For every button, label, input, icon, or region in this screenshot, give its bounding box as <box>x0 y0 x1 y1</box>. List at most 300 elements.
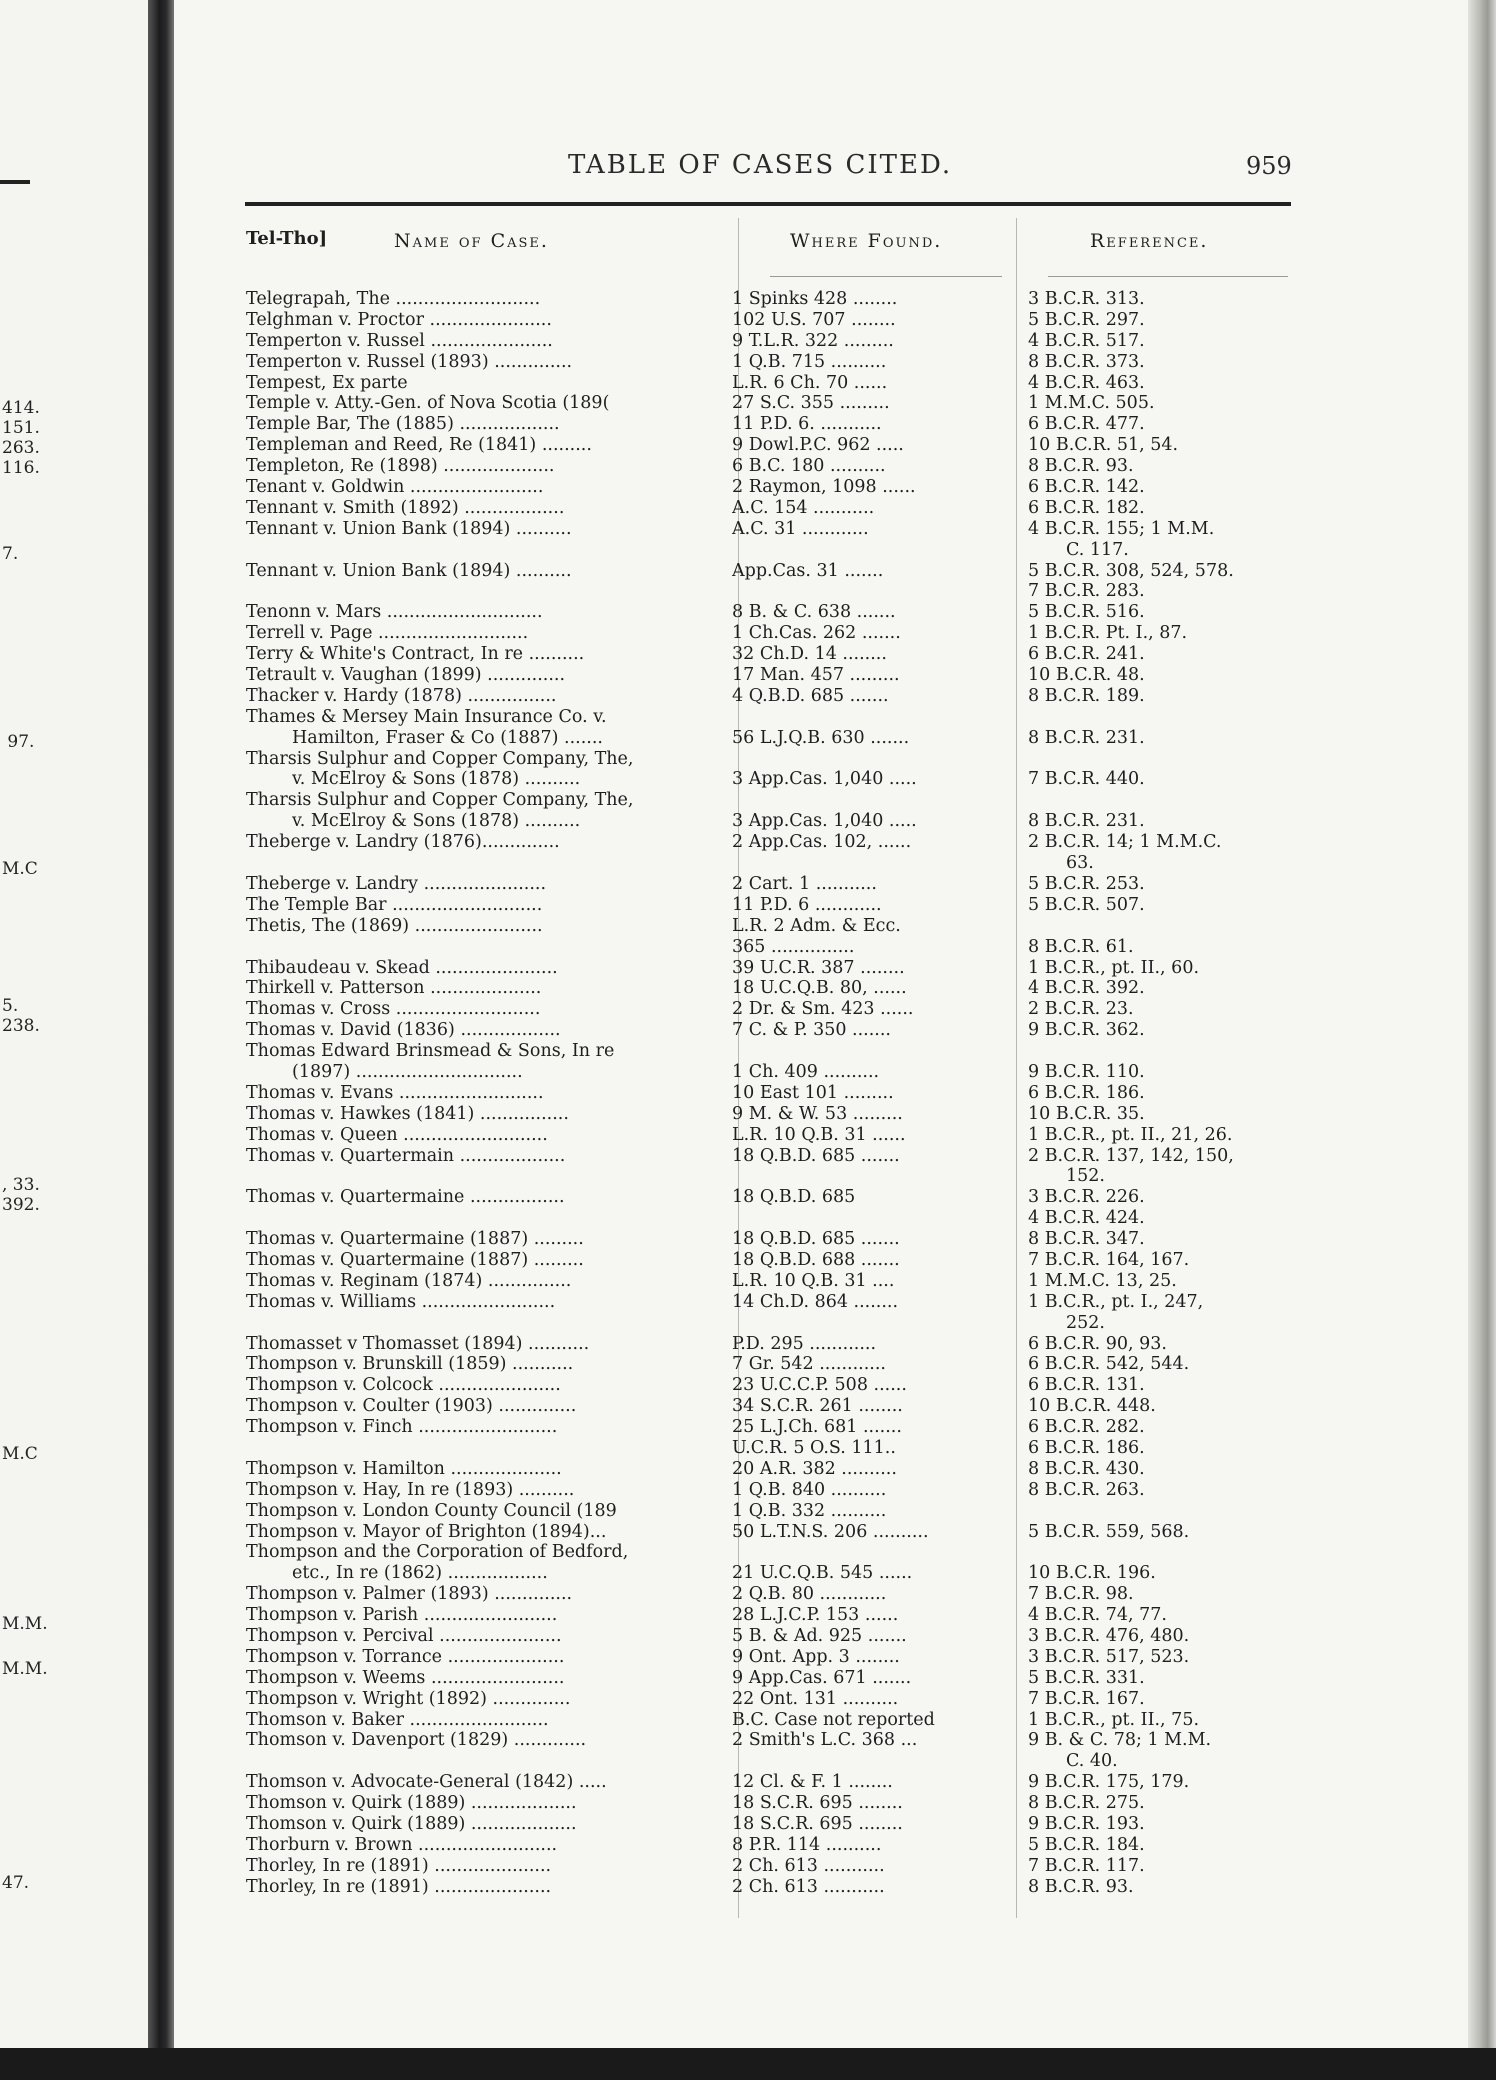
reference: 5 B.C.R. 559, 568. <box>1028 1521 1190 1542</box>
table-row <box>0 289 1496 310</box>
table-row <box>0 1062 1496 1083</box>
case-name: Thomson v. Advocate-General (1842) ..... <box>246 1772 607 1793</box>
scan-bottom-band <box>0 2048 1496 2080</box>
case-name: Thompson v. Hay, In re (1893) .......... <box>246 1479 575 1500</box>
table-row <box>0 978 1496 999</box>
case-name: Telghman v. Proctor ...................... <box>246 309 552 330</box>
reference: 7 B.C.R. 440. <box>1028 769 1145 790</box>
table-row <box>0 1166 1496 1187</box>
where-found: U.C.R. 5 O.S. 111.. <box>732 1437 896 1458</box>
reference: 7 B.C.R. 167. <box>1028 1688 1145 1709</box>
reference: 8 B.C.R. 430. <box>1028 1458 1145 1479</box>
left-page-fragment: M.C <box>2 1444 38 1464</box>
case-name: Temple v. Atty.-Gen. of Nova Scotia (189( <box>246 393 610 414</box>
table-row <box>0 1271 1496 1292</box>
table-row <box>0 1354 1496 1375</box>
table-row <box>0 916 1496 937</box>
case-name: Tharsis Sulphur and Copper Company, The, <box>246 748 634 769</box>
reference: 8 B.C.R. 373. <box>1028 351 1145 372</box>
table-row <box>0 790 1496 811</box>
case-name: Tempest, Ex parte <box>246 372 408 393</box>
reference: 4 B.C.R. 463. <box>1028 372 1145 393</box>
reference: 152. <box>1066 1166 1105 1187</box>
where-found: 18 S.C.R. 695 ........ <box>732 1793 903 1814</box>
table-row <box>0 414 1496 435</box>
table-row <box>0 1668 1496 1689</box>
table-row <box>0 581 1496 602</box>
case-name: Thompson v. London County Council (189 <box>246 1500 617 1521</box>
where-found: 18 Q.B.D. 685 ....... <box>732 1229 900 1250</box>
reference: 4 B.C.R. 155; 1 M.M. <box>1028 518 1215 539</box>
reference: 8 B.C.R. 275. <box>1028 1793 1145 1814</box>
case-name: Hamilton, Fraser & Co (1887) ....... <box>292 727 603 748</box>
table-row <box>0 1480 1496 1501</box>
table-row <box>0 1835 1496 1856</box>
where-found: 7 C. & P. 350 ....... <box>732 1020 891 1041</box>
case-name: Thorburn v. Brown ......................... <box>246 1834 558 1855</box>
column-header-name: Name of Case. <box>394 230 549 252</box>
left-page-fragment: 116. <box>2 458 40 478</box>
table-row <box>0 331 1496 352</box>
reference: 4 B.C.R. 392. <box>1028 978 1145 999</box>
table-row <box>0 623 1496 644</box>
case-name: Terry & White's Contract, In re .......... <box>246 644 585 665</box>
table-row <box>0 749 1496 770</box>
reference: 6 B.C.R. 542, 544. <box>1028 1354 1190 1375</box>
where-found: 2 Ch. 613 ........... <box>732 1876 885 1897</box>
where-found: 2 App.Cas. 102, ...... <box>732 832 912 853</box>
table-row <box>0 352 1496 373</box>
reference: 8 B.C.R. 263. <box>1028 1479 1145 1500</box>
table-row <box>0 561 1496 582</box>
reference: 1 B.C.R. Pt. I., 87. <box>1028 623 1188 644</box>
case-name: Thomson v. Quirk (1889) ................... <box>246 1814 577 1835</box>
where-found: 6 B.C. 180 .......... <box>732 456 886 477</box>
where-found: 2 Cart. 1 ........... <box>732 873 877 894</box>
case-name: Thorley, In re (1891) ..................... <box>246 1855 552 1876</box>
table-row <box>0 1250 1496 1271</box>
where-found: 8 P.R. 114 .......... <box>732 1834 882 1855</box>
case-name: The Temple Bar ........................... <box>246 894 543 915</box>
where-found: 4 Q.B.D. 685 ....... <box>732 685 889 706</box>
case-table <box>0 289 1496 1898</box>
reference: 8 B.C.R. 231. <box>1028 727 1145 748</box>
reference: 5 B.C.R. 308, 524, 578. <box>1028 560 1234 581</box>
table-row <box>0 1459 1496 1480</box>
where-found: 23 U.C.C.P. 508 ...... <box>732 1375 907 1396</box>
where-found: 34 S.C.R. 261 ........ <box>732 1396 903 1417</box>
table-row <box>0 1125 1496 1146</box>
where-found: 1 Ch.Cas. 262 ....... <box>732 623 901 644</box>
where-found: 32 Ch.D. 14 ........ <box>732 644 887 665</box>
reference: 63. <box>1066 853 1094 874</box>
case-name: Telegrapah, The .......................... <box>246 289 541 309</box>
where-found: 39 U.C.R. 387 ........ <box>732 957 905 978</box>
left-page-fragment: 47. <box>2 1873 30 1893</box>
where-found: 18 S.C.R. 695 ........ <box>732 1814 903 1835</box>
case-name: Thomson v. Davenport (1829) ............. <box>246 1730 587 1751</box>
case-name: Thomson v. Baker ......................... <box>246 1709 549 1730</box>
where-found: 18 Q.B.D. 688 ....... <box>732 1249 900 1270</box>
reference: 1 M.M.C. 505. <box>1028 393 1155 414</box>
case-name: Temple Bar, The (1885) .................. <box>246 414 560 435</box>
header-rule <box>245 202 1291 206</box>
table-row <box>0 811 1496 832</box>
case-name: Tetrault v. Vaughan (1899) .............. <box>246 665 566 686</box>
reference: 9 B.C.R. 362. <box>1028 1020 1145 1041</box>
reference: 2 B.C.R. 137, 142, 150, <box>1028 1145 1234 1166</box>
table-row <box>0 1334 1496 1355</box>
case-name: Thomas v. Quartermain ................... <box>246 1145 566 1166</box>
where-found: 1 Q.B. 332 .......... <box>732 1500 887 1521</box>
reference: 6 B.C.R. 186. <box>1028 1437 1145 1458</box>
table-row <box>0 456 1496 477</box>
where-found: 2 Ch. 613 ........... <box>732 1855 885 1876</box>
table-row <box>0 1417 1496 1438</box>
reference: 1 B.C.R., pt. II., 75. <box>1028 1709 1200 1730</box>
table-row <box>0 1187 1496 1208</box>
reference: C. 40. <box>1066 1751 1118 1772</box>
reference: 3 B.C.R. 517, 523. <box>1028 1646 1190 1667</box>
where-found: L.R. 10 Q.B. 31 .... <box>732 1270 895 1291</box>
case-name: Thomas v. Quartermaine ................. <box>246 1187 565 1208</box>
case-name: Templeman and Reed, Re (1841) ......... <box>246 435 592 456</box>
left-page-fragment: 151. <box>2 418 40 438</box>
case-name: Thomson v. Quirk (1889) ................... <box>246 1793 577 1814</box>
table-row <box>0 540 1496 561</box>
reference: 3 B.C.R. 226. <box>1028 1187 1145 1208</box>
case-name: Thompson v. Mayor of Brighton (1894)... <box>246 1521 607 1542</box>
where-found: 11 P.D. 6 ............ <box>732 894 882 915</box>
table-row <box>0 958 1496 979</box>
where-found: 9 M. & W. 53 ......... <box>732 1103 903 1124</box>
reference: 6 B.C.R. 131. <box>1028 1375 1145 1396</box>
table-row <box>0 1208 1496 1229</box>
header-underline <box>770 276 1002 277</box>
table-row <box>0 1772 1496 1793</box>
reference: 5 B.C.R. 297. <box>1028 309 1145 330</box>
where-found: B.C. Case not reported <box>732 1709 935 1730</box>
case-name: Thompson v. Palmer (1893) .............. <box>246 1584 573 1605</box>
table-row <box>0 1146 1496 1167</box>
reference: 9 B. & C. 78; 1 M.M. <box>1028 1730 1212 1751</box>
case-name: Tennant v. Union Bank (1894) .......... <box>246 560 572 581</box>
case-name: Thompson v. Wright (1892) .............. <box>246 1688 571 1709</box>
where-found: 9 Dowl.P.C. 962 ..... <box>732 435 904 456</box>
column-header-reference: Reference. <box>1090 230 1209 252</box>
case-name: Thomas v. Williams ........................ <box>246 1291 556 1312</box>
case-name: Thomas v. Queen .......................... <box>246 1124 548 1145</box>
where-found: L.R. 6 Ch. 70 ...... <box>732 372 888 393</box>
reference: 9 B.C.R. 193. <box>1028 1814 1145 1835</box>
case-name: v. McElroy & Sons (1878) .......... <box>292 769 581 790</box>
case-name: Thompson v. Parish ........................ <box>246 1605 558 1626</box>
reference: 252. <box>1066 1312 1105 1333</box>
table-row <box>0 832 1496 853</box>
case-name: Thorley, In re (1891) ..................... <box>246 1876 552 1897</box>
table-row <box>0 1563 1496 1584</box>
table-row <box>0 895 1496 916</box>
where-found: A.C. 154 ........... <box>732 497 875 518</box>
table-row <box>0 1542 1496 1563</box>
reference: 7 B.C.R. 164, 167. <box>1028 1249 1190 1270</box>
where-found: 3 App.Cas. 1,040 ..... <box>732 811 917 832</box>
where-found: 28 L.J.C.P. 153 ...... <box>732 1605 899 1626</box>
reference: 1 B.C.R., pt. II., 60. <box>1028 957 1200 978</box>
column-header-where: Where Found. <box>790 230 943 252</box>
table-row <box>0 1104 1496 1125</box>
table-row <box>0 498 1496 519</box>
reference: 7 B.C.R. 98. <box>1028 1584 1134 1605</box>
reference: 8 B.C.R. 231. <box>1028 811 1145 832</box>
table-row <box>0 937 1496 958</box>
reference: 8 B.C.R. 189. <box>1028 685 1145 706</box>
case-name: Thompson v. Weems ........................ <box>246 1667 565 1688</box>
reference: 4 B.C.R. 517. <box>1028 330 1145 351</box>
reference: 5 B.C.R. 331. <box>1028 1667 1145 1688</box>
case-name: Thomas v. Quartermaine (1887) ......... <box>246 1249 584 1270</box>
table-row <box>0 1877 1496 1898</box>
table-row <box>0 393 1496 414</box>
reference: 3 B.C.R. 476, 480. <box>1028 1626 1190 1646</box>
case-name: Tenant v. Goldwin ........................ <box>246 477 544 498</box>
where-found: A.C. 31 ............ <box>732 518 869 539</box>
reference: 5 B.C.R. 184. <box>1028 1834 1145 1855</box>
case-name: Tennant v. Smith (1892) .................. <box>246 497 565 518</box>
reference: 5 B.C.R. 516. <box>1028 602 1145 623</box>
reference: 1 M.M.C. 13, 25. <box>1028 1270 1177 1291</box>
case-name: Thompson v. Percival ...................... <box>246 1626 562 1646</box>
table-row <box>0 1647 1496 1668</box>
where-found: 1 Q.B. 715 .......... <box>732 351 887 372</box>
reference: 6 B.C.R. 186. <box>1028 1082 1145 1103</box>
left-page-fragment: 7. <box>2 544 19 564</box>
case-name: Temperton v. Russel (1893) .............. <box>246 351 573 372</box>
where-found: 365 ............... <box>732 936 855 957</box>
where-found: L.R. 10 Q.B. 31 ...... <box>732 1124 906 1145</box>
table-row <box>0 1584 1496 1605</box>
case-name: Thomas v. Reginam (1874) ............... <box>246 1270 572 1291</box>
reference: 4 B.C.R. 424. <box>1028 1208 1145 1229</box>
case-name: Tenonn v. Mars ............................ <box>246 602 543 623</box>
table-row <box>0 1689 1496 1710</box>
table-row <box>0 602 1496 623</box>
where-found: 8 B. & C. 638 ....... <box>732 602 896 623</box>
where-found: 2 Dr. & Sm. 423 ...... <box>732 999 914 1020</box>
case-name: Theberge v. Landry (1876).............. <box>246 832 560 853</box>
case-name: Terrell v. Page ........................... <box>246 623 529 644</box>
left-page-fragment: 5. <box>2 996 19 1016</box>
reference: 8 B.C.R. 347. <box>1028 1229 1145 1250</box>
left-page-fragment: M.M. <box>2 1614 48 1634</box>
reference: 3 B.C.R. 313. <box>1028 289 1145 309</box>
table-row <box>0 1793 1496 1814</box>
where-found: 18 U.C.Q.B. 80, ...... <box>732 978 907 999</box>
reference: 5 B.C.R. 507. <box>1028 894 1145 915</box>
table-row <box>0 665 1496 686</box>
table-row <box>0 874 1496 895</box>
table-row <box>0 686 1496 707</box>
reference: C. 117. <box>1066 539 1129 560</box>
reference: 10 B.C.R. 51, 54. <box>1028 435 1179 456</box>
case-name: Thomasset v Thomasset (1894) ........... <box>246 1333 590 1354</box>
where-found: 2 Q.B. 80 ............ <box>732 1584 887 1605</box>
case-name: Thompson v. Hamilton .................... <box>246 1458 562 1479</box>
reference: 6 B.C.R. 477. <box>1028 414 1145 435</box>
table-row <box>0 1710 1496 1731</box>
where-found: 20 A.R. 382 .......... <box>732 1458 897 1479</box>
table-row <box>0 373 1496 394</box>
table-row <box>0 1292 1496 1313</box>
case-name: Thomas v. David (1836) .................. <box>246 1020 561 1041</box>
reference: 7 B.C.R. 117. <box>1028 1855 1145 1876</box>
case-name: Thompson v. Brunskill (1859) ........... <box>246 1354 574 1375</box>
reference: 7 B.C.R. 283. <box>1028 581 1145 602</box>
where-found: 56 L.J.Q.B. 630 ....... <box>732 727 910 748</box>
reference: 6 B.C.R. 182. <box>1028 497 1145 518</box>
case-name: etc., In re (1862) .................. <box>292 1563 548 1584</box>
left-page-fragment: 238. <box>2 1016 40 1036</box>
where-found: L.R. 2 Adm. & Ecc. <box>732 915 901 936</box>
table-row <box>0 1020 1496 1041</box>
table-row <box>0 1626 1496 1647</box>
where-found: 14 Ch.D. 864 ........ <box>732 1291 899 1312</box>
section-tag: Tel-Tho] <box>246 228 328 249</box>
table-row <box>0 435 1496 456</box>
case-name: Thompson v. Torrance ..................... <box>246 1646 565 1667</box>
where-found: 3 App.Cas. 1,040 ..... <box>732 769 917 790</box>
left-page-fragment: 263. <box>2 438 40 458</box>
where-found: 18 Q.B.D. 685 <box>732 1187 856 1208</box>
table-row <box>0 1041 1496 1062</box>
table-row <box>0 1438 1496 1459</box>
left-page-fragment: 392. <box>2 1195 40 1215</box>
table-row <box>0 728 1496 749</box>
where-found: 2 Raymon, 1098 ...... <box>732 477 916 498</box>
table-row <box>0 996 1496 1020</box>
reference: 9 B.C.R. 110. <box>1028 1061 1145 1082</box>
reference: 6 B.C.R. 282. <box>1028 1417 1145 1438</box>
case-name: Thames & Mersey Main Insurance Co. v. <box>246 706 607 727</box>
page-number: 959 <box>1246 152 1292 180</box>
reference: 8 B.C.R. 61. <box>1028 936 1134 957</box>
reference: 8 B.C.R. 93. <box>1028 1876 1134 1897</box>
table-row <box>0 1375 1496 1396</box>
where-found: 2 Smith's L.C. 368 ... <box>732 1730 918 1751</box>
case-name: Thibaudeau v. Skead ...................... <box>246 957 558 978</box>
left-page-fragment: , 33. <box>2 1175 40 1195</box>
reference: 1 B.C.R., pt. II., 21, 26. <box>1028 1124 1233 1145</box>
where-found: 22 Ont. 131 .......... <box>732 1688 899 1709</box>
case-name: Tennant v. Union Bank (1894) .......... <box>246 518 572 539</box>
table-row <box>0 477 1496 498</box>
case-name: Thomas v. Quartermaine (1887) ......... <box>246 1229 584 1250</box>
table-row <box>0 310 1496 331</box>
case-name: Temperton v. Russel ...................... <box>246 330 553 351</box>
case-name: Templeton, Re (1898) .................... <box>246 456 555 477</box>
where-found: App.Cas. 31 ....... <box>732 560 884 581</box>
where-found: 10 East 101 ......... <box>732 1082 894 1103</box>
table-row <box>0 769 1496 790</box>
where-found: 21 U.C.Q.B. 545 ...... <box>732 1563 913 1584</box>
where-found: 9 Ont. App. 3 ........ <box>732 1646 900 1667</box>
case-name: Thomas v. Cross .......................... <box>246 999 541 1020</box>
table-row <box>0 644 1496 665</box>
reference: 2 B.C.R. 14; 1 M.M.C. <box>1028 832 1222 853</box>
table-row <box>0 1501 1496 1522</box>
where-found: 11 P.D. 6. ........... <box>732 414 882 435</box>
where-found: 25 L.J.Ch. 681 ....... <box>732 1417 902 1438</box>
table-row <box>0 519 1496 540</box>
reference: 10 B.C.R. 48. <box>1028 665 1145 686</box>
where-found: 17 Man. 457 ......... <box>732 665 900 686</box>
reference: 2 B.C.R. 23. <box>1028 999 1134 1020</box>
where-found: 50 L.T.N.S. 206 .......... <box>732 1521 929 1542</box>
left-page-fragment: 97. <box>2 732 35 752</box>
where-found: 18 Q.B.D. 685 ....... <box>732 1145 900 1166</box>
where-found: 1 Q.B. 840 .......... <box>732 1479 887 1500</box>
case-name: Thomas v. Evans .......................... <box>246 1082 544 1103</box>
header-underline <box>1048 276 1288 277</box>
table-row <box>0 1083 1496 1104</box>
left-page-fragment: M.M. <box>2 1659 48 1679</box>
table-row <box>0 1229 1496 1250</box>
reference: 6 B.C.R. 90, 93. <box>1028 1333 1167 1354</box>
reference: 10 B.C.R. 448. <box>1028 1396 1156 1417</box>
left-page-rule <box>0 180 30 184</box>
table-row <box>0 1730 1496 1751</box>
table-row <box>0 707 1496 728</box>
where-found: 5 B. & Ad. 925 ....... <box>732 1626 907 1646</box>
case-name: Thomas Edward Brinsmead & Sons, In re <box>246 1041 615 1062</box>
case-name: Thomas v. Hawkes (1841) ................ <box>246 1103 569 1124</box>
table-row <box>0 853 1496 874</box>
table-row <box>0 1814 1496 1835</box>
reference: 1 B.C.R., pt. I., 247, <box>1028 1291 1204 1312</box>
table-row <box>0 1605 1496 1626</box>
case-name: Thompson v. Colcock ...................... <box>246 1375 561 1396</box>
reference: 10 B.C.R. 196. <box>1028 1563 1156 1584</box>
case-name: Thacker v. Hardy (1878) ................ <box>246 685 557 706</box>
case-name: Theberge v. Landry ...................... <box>246 873 547 894</box>
case-name: Thetis, The (1869) ....................... <box>246 915 543 936</box>
case-name: v. McElroy & Sons (1878) .......... <box>292 811 581 832</box>
where-found: 9 App.Cas. 671 ....... <box>732 1667 912 1688</box>
reference: 5 B.C.R. 253. <box>1028 873 1145 894</box>
left-page-fragment: M.C <box>2 859 38 879</box>
case-name: (1897) .............................. <box>292 1061 523 1082</box>
case-name: Thirkell v. Patterson .................... <box>246 978 542 999</box>
case-name: Tharsis Sulphur and Copper Company, The, <box>246 790 634 811</box>
where-found: 1 Ch. 409 .......... <box>732 1061 880 1082</box>
where-found: 12 Cl. & F. 1 ........ <box>732 1772 893 1793</box>
reference: 9 B.C.R. 175, 179. <box>1028 1772 1190 1793</box>
reference: 10 B.C.R. 35. <box>1028 1103 1145 1124</box>
table-row <box>0 1856 1496 1877</box>
reference: 8 B.C.R. 93. <box>1028 456 1134 477</box>
where-found: 7 Gr. 542 ............ <box>732 1354 886 1375</box>
running-title: TABLE OF CASES CITED. <box>568 150 953 180</box>
reference: 4 B.C.R. 74, 77. <box>1028 1605 1167 1626</box>
case-name: Thompson v. Coulter (1903) .............. <box>246 1396 577 1417</box>
table-row <box>0 1396 1496 1417</box>
left-page-fragment: 414. <box>2 398 40 418</box>
where-found: 102 U.S. 707 ........ <box>732 309 896 330</box>
reference: 6 B.C.R. 142. <box>1028 477 1145 498</box>
where-found: 27 S.C. 355 ......... <box>732 393 890 414</box>
case-name: Thompson and the Corporation of Bedford, <box>246 1542 629 1563</box>
table-row <box>0 1313 1496 1334</box>
